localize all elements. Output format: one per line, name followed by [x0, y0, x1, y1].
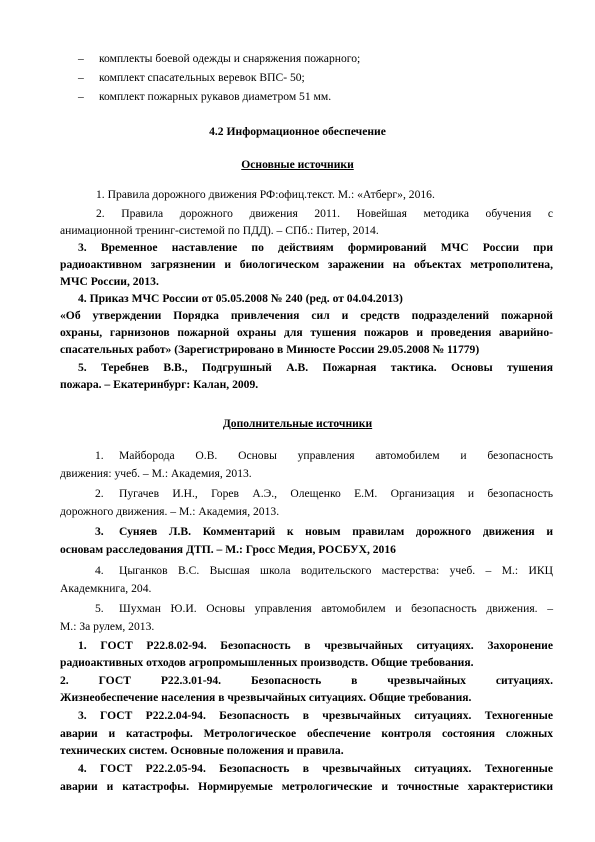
extra-source-number: 2. [95, 487, 104, 500]
gost-line: аварии и катастрофы. Метрологическое обеспечение контроля состояния сложных [60, 727, 553, 740]
bullet-item: комплект пожарных рукавов диаметром 51 мм. [99, 90, 332, 103]
main-sources-heading: Основные источники [241, 158, 354, 171]
gost-line: 3. ГОСТ Р22.2.04-94. Безопасность в чрезвычайных ситуациях. Техногенные [78, 709, 553, 722]
main-source-line: охраны, гарнизонов пожарной охраны для тушения пожаров и проведения аварийно- [60, 326, 553, 339]
extra-sources-heading: Дополнительные источники [222, 417, 373, 430]
gost-line: 2. ГОСТ Р22.3.01-94. Безопасность в чрезвычайных ситуациях. [60, 674, 553, 687]
extra-source-line: Академкнига, 204. [60, 582, 152, 595]
extra-source-line: Суняев Л.В. Комментарий к новым правилам дорожного движения и [119, 525, 553, 538]
extra-source-line: Шухман Ю.И. Основы управления автомобилем и безопасность движения. – [119, 602, 553, 615]
section-title: 4.2 Информационное обеспечение [209, 125, 386, 138]
extra-source-line: М.: За рулем, 2013. [60, 620, 155, 633]
gost-line: 4. ГОСТ Р22.2.05-94. Безопасность в чрезвычайных ситуациях. Техногенные [78, 762, 553, 775]
main-source-line: «Об утверждении Порядка привлечения сил и средств подразделений пожарной [60, 309, 553, 322]
main-source-line: МЧС России, 2013. [60, 275, 159, 288]
main-source-line: 5. Теребнев В.В., Подгрушный А.В. Пожарная тактика. Основы тушения [78, 361, 553, 374]
extra-source-line: Пугачев И.Н., Горев А.Э., Олещенко Е.М. Организация и безопасность [119, 487, 553, 500]
gost-line: аварии и катастрофы. Нормируемые метрологические и точностные характеристики [60, 780, 553, 793]
extra-source-line: Цыганков В.С. Высшая школа водительского мастерства: учеб. – М.: ИКЦ [119, 564, 553, 577]
bullet-dash: – [78, 71, 84, 84]
extra-source-number: 5. [95, 602, 104, 615]
extra-source-line: основам расследования ДТП. – М.: Гросс Медия, РОСБУХ, 2016 [60, 543, 396, 556]
main-source-line: радиоактивном загрязнении и биологическом заражении на объектах метрополитена, [60, 258, 553, 271]
gost-line: Жизнеобеспечение населения в чрезвычайных ситуациях. Общие требования. [60, 691, 472, 704]
extra-source-line: Майборода О.В. Основы управления автомобилем и безопасность [119, 449, 553, 462]
extra-source-line: движения: учеб. – М.: Академия, 2013. [60, 467, 252, 480]
main-source-line: 2. Правила дорожного движения 2011. Новейшая методика обучения с [96, 207, 553, 220]
main-source-line: 4. Приказ МЧС России от 05.05.2008 № 240 (ред. от 04.04.2013) [78, 292, 403, 305]
bullet-item: комплекты боевой одежды и снаряжения пожарного; [99, 52, 361, 65]
gost-line: радиоактивных отходов агропромышленных производств. Общие требования. [60, 656, 474, 669]
extra-source-number: 3. [95, 525, 104, 538]
extra-source-line: дорожного движения. – М.: Академия, 2013. [60, 505, 280, 518]
bullet-dash: – [78, 90, 84, 103]
main-source-line: 3. Временное наставление по действиям формирований МЧС России при [78, 241, 553, 254]
main-source-line: спасательных работ» (Зарегистрировано в Минюсте России 29.05.2008 № 11779) [60, 343, 480, 356]
main-source-line: анимационной тренинг-системой по ПДД). – СПб.: Питер, 2014. [60, 224, 379, 237]
extra-source-number: 1. [95, 449, 104, 462]
bullet-dash: – [78, 52, 84, 65]
main-source-line: 1. Правила дорожного движения РФ:офиц.текст. М.: «Атберг», 2016. [96, 188, 435, 201]
bullet-item: комплект спасательных веревок ВПС- 50; [99, 71, 305, 84]
extra-source-number: 4. [95, 564, 104, 577]
gost-line: 1. ГОСТ Р22.8.02-94. Безопасность в чрезвычайных ситуациях. Захоронение [78, 639, 553, 652]
gost-line: технических систем. Основные положения и правила. [60, 744, 344, 757]
main-source-line: пожара. – Екатеринбург: Калан, 2009. [60, 378, 259, 391]
